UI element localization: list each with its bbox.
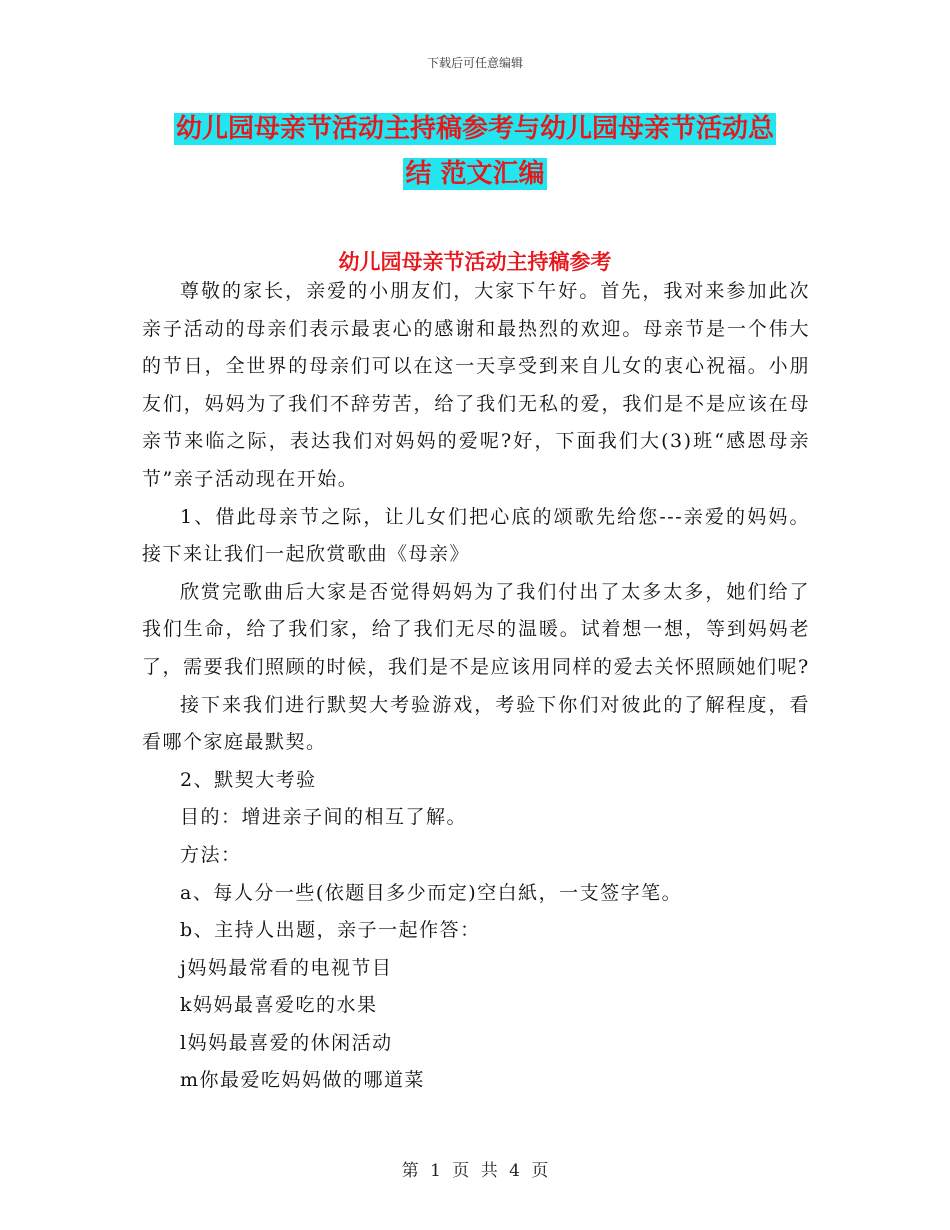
list-item: 目的：增进亲子间的相互了解。 <box>180 806 468 829</box>
document-body <box>142 273 810 1100</box>
page-footer: 第 1 页 共 4 页 <box>401 1161 549 1181</box>
paragraph: 欣赏完歌曲后大家是否觉得妈妈为了我们付出了太多太多，她们给了我们生命，给了我们家，给了我们无尽的温暖。试着想一想，等到妈妈老了，需要我们照顾的时候，我们是不是应该用同样的爱去关怀照顾她们呢? <box>142 580 810 678</box>
section-heading: 幼儿园母亲节活动主持稿参考 <box>338 249 612 274</box>
paragraph: 接下来我们进行默契大考验游戏，考验下你们对彼此的了解程度，看看哪个家庭最默契。 <box>142 693 810 754</box>
document-title-line-2: 结 范文汇编 <box>405 159 545 189</box>
list-item: b、主持人出题，亲子一起作答： <box>180 919 481 942</box>
list-item: k妈妈最喜爱吃的水果 <box>180 994 378 1017</box>
page-header-note: 下载后可任意编辑 <box>426 56 523 70</box>
paragraph: 1、借此母亲节之际，让儿女们把心底的颂歌先给您---亲爱的妈妈。接下来让我们一起欣赏歌曲《母亲》 <box>142 505 810 566</box>
list-item: j妈妈最常看的电视节目 <box>180 956 393 979</box>
document-title-line-1: 幼儿园母亲节活动主持稿参考与幼儿园母亲节活动总 <box>175 114 774 144</box>
list-item: a、每人分一些(依题目多少而定)空白紙，一支签字笔。 <box>180 881 683 904</box>
list-item: 方法： <box>180 843 242 866</box>
list-item: 2、默契大考验 <box>180 768 317 791</box>
paragraph: 尊敬的家长，亲爱的小朋友们，大家下午好。首先，我对来参加此次亲子活动的母亲们表示最衷心的感谢和最热烈的欢迎。母亲节是一个伟大的节日，全世界的母亲们可以在这一天享受到来自儿女的衷心祝福。小朋友们，妈妈为了我们不辞劳苦，给了我们无私的爱，我们是不是应该在母亲节来临之际，表达我们对妈妈的爱呢?好，下面我们大(3)班“感恩母亲节”亲子活动现在开始。 <box>142 280 810 490</box>
list-item: l妈妈最喜爱的休闲活动 <box>180 1031 393 1054</box>
list-item: m你最爱吃妈妈做的哪道菜 <box>180 1069 426 1092</box>
